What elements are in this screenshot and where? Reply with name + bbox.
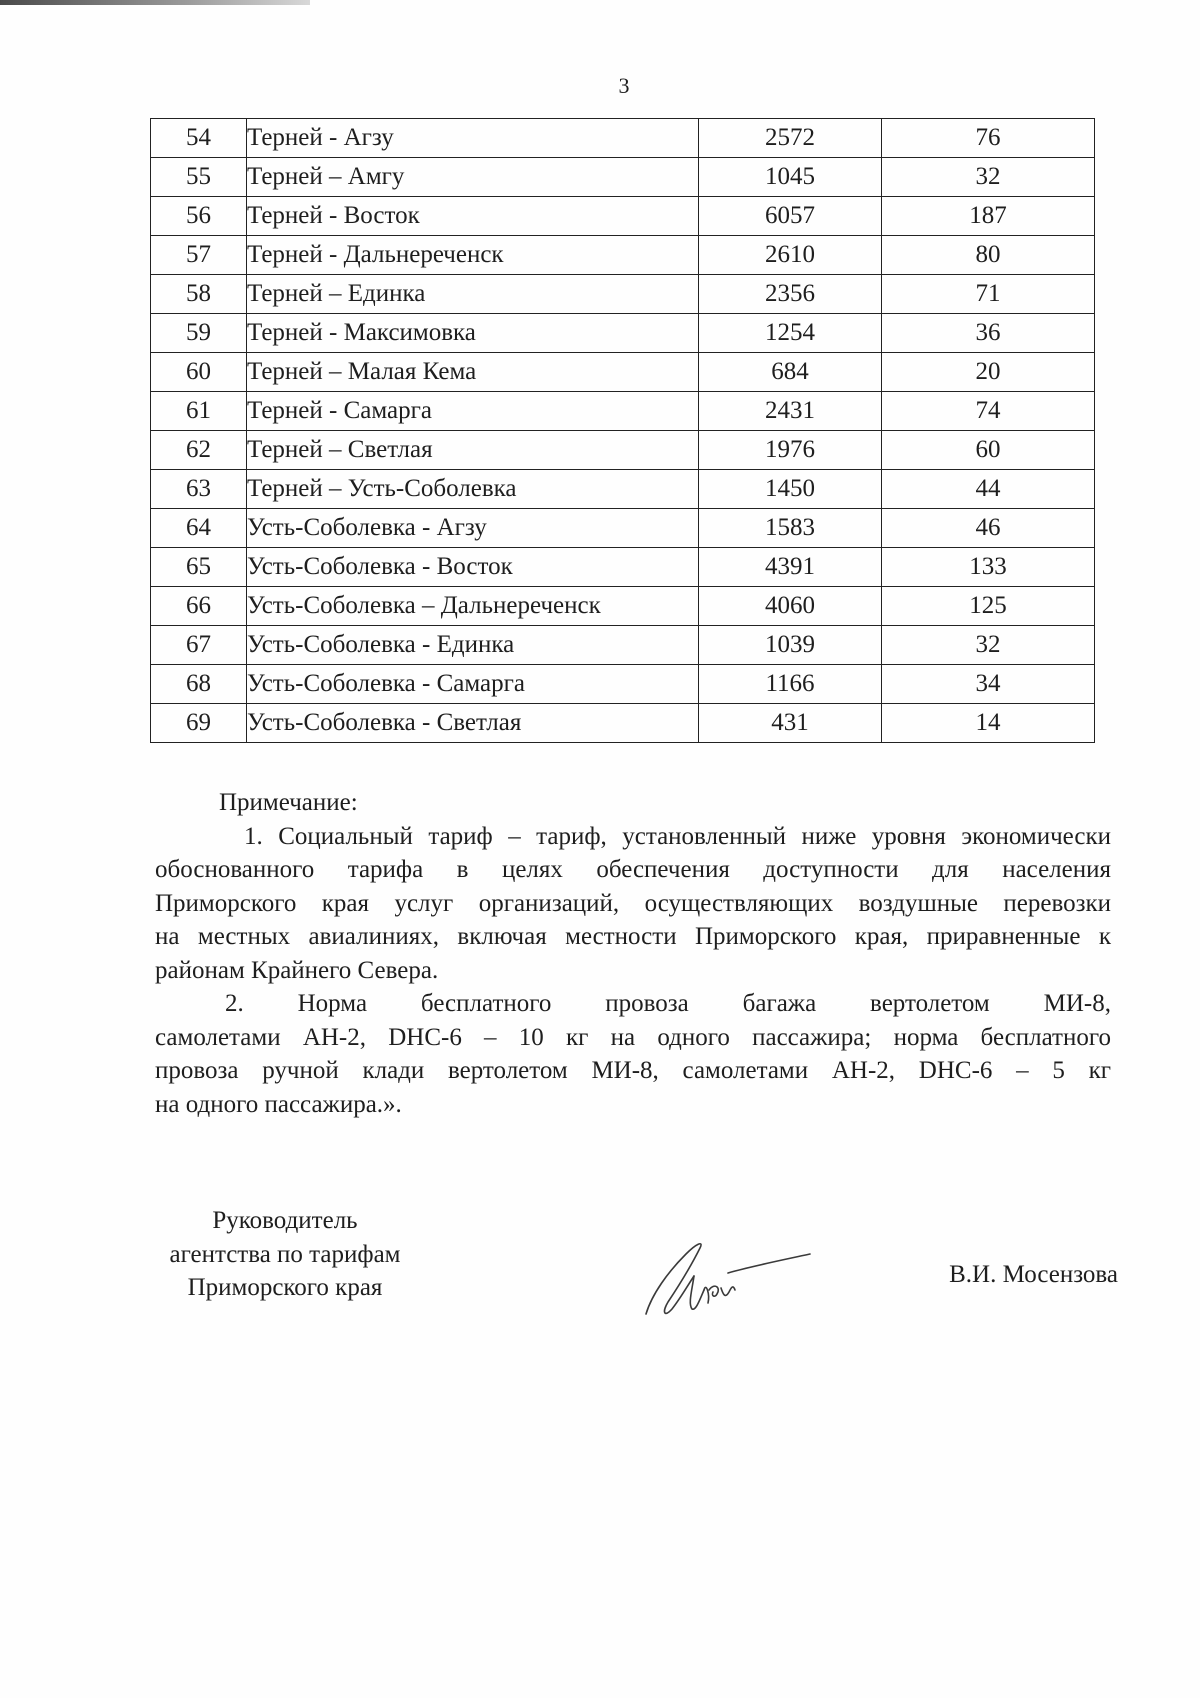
table-row (151, 275, 1095, 314)
value-cell-col4: 80 (882, 236, 1095, 275)
row-number-cell: 59 (151, 314, 247, 353)
note-line: на местных авиалиниях, включая местности Приморского края, приравненные к (155, 923, 1111, 950)
table-row (151, 392, 1095, 431)
route-cell: Терней - Восток (247, 197, 699, 236)
value-cell-col3: 4391 (699, 548, 882, 587)
value-cell-col4: 34 (882, 665, 1095, 704)
notes-heading: Примечание: (219, 789, 358, 816)
value-cell-col3: 1039 (699, 626, 882, 665)
row-number-cell: 67 (151, 626, 247, 665)
value-cell-col3: 1583 (699, 509, 882, 548)
value-cell-col3: 6057 (699, 197, 882, 236)
value-cell-col4: 74 (882, 392, 1095, 431)
table-row (151, 158, 1095, 197)
value-cell-col3: 2431 (699, 392, 882, 431)
table-row (151, 119, 1095, 158)
route-cell: Терней – Амгу (247, 158, 699, 197)
row-number-cell: 64 (151, 509, 247, 548)
table-row (151, 197, 1095, 236)
note-line: провоза ручной клади вертолетом МИ-8, самолетами АН-2, DHC-6 – 5 кг (155, 1057, 1111, 1084)
value-cell-col3: 431 (699, 704, 882, 743)
note-line: районам Крайнего Севера. (155, 956, 439, 984)
page-number: 3 (618, 73, 630, 98)
value-cell-col4: 14 (882, 704, 1095, 743)
value-cell-col4: 60 (882, 431, 1095, 470)
value-cell-col4: 71 (882, 275, 1095, 314)
notes-section (155, 786, 1111, 1121)
table-row (151, 470, 1095, 509)
signatory-position-line: Приморского края (187, 1274, 383, 1301)
route-cell: Терней – Светлая (247, 431, 699, 470)
route-cell: Терней - Дальнереченск (247, 236, 699, 275)
row-number-cell: 68 (151, 665, 247, 704)
note-line: 2. Норма бесплатного провоза багажа вертолетом МИ-8, (225, 990, 1111, 1017)
route-cell: Усть-Соболевка - Единка (247, 626, 699, 665)
signatory-position-line: агентства по тарифам (169, 1240, 401, 1268)
value-cell-col3: 2572 (699, 119, 882, 158)
note-item-2 (155, 987, 1111, 1121)
value-cell-col3: 684 (699, 353, 882, 392)
table-row (151, 431, 1095, 470)
row-number-cell: 66 (151, 587, 247, 626)
handwritten-signature (638, 1232, 813, 1324)
value-cell-col4: 44 (882, 470, 1095, 509)
value-cell-col4: 187 (882, 197, 1095, 236)
route-cell: Терней – Единка (247, 275, 699, 314)
table-row (151, 236, 1095, 275)
value-cell-col4: 133 (882, 548, 1095, 587)
route-cell: Терней – Усть-Соболевка (247, 470, 699, 509)
note-line: обоснованного тарифа в целях обеспечения доступности для населения (155, 856, 1111, 883)
value-cell-col4: 125 (882, 587, 1095, 626)
row-number-cell: 62 (151, 431, 247, 470)
value-cell-col3: 1045 (699, 158, 882, 197)
route-cell: Усть-Соболевка - Агзу (247, 509, 699, 548)
row-number-cell: 57 (151, 236, 247, 275)
table-row (151, 665, 1095, 704)
value-cell-col4: 32 (882, 626, 1095, 665)
note-line: самолетами АН-2, DHC-6 – 10 кг на одного пассажира; норма бесплатного (155, 1023, 1111, 1051)
note-line: на одного пассажира.». (155, 1090, 402, 1118)
row-number-cell: 54 (151, 119, 247, 158)
route-cell: Терней – Малая Кема (247, 353, 699, 392)
route-cell: Усть-Соболевка - Самарга (247, 665, 699, 704)
row-number-cell: 69 (151, 704, 247, 743)
tariff-table (150, 118, 1095, 743)
note-line: Приморского края услуг организаций, осуществляющих воздушные перевозки (155, 889, 1111, 917)
signatory-name: В.И. Мосензова (949, 1261, 1118, 1288)
table-row (151, 548, 1095, 587)
value-cell-col3: 2356 (699, 275, 882, 314)
route-cell: Усть-Соболевка - Светлая (247, 704, 699, 743)
route-cell: Терней - Самарга (247, 392, 699, 431)
row-number-cell: 60 (151, 353, 247, 392)
value-cell-col4: 36 (882, 314, 1095, 353)
table-row (151, 353, 1095, 392)
row-number-cell: 63 (151, 470, 247, 509)
row-number-cell: 61 (151, 392, 247, 431)
value-cell-col4: 46 (882, 509, 1095, 548)
note-line: 1. Социальный тариф – тариф, установленный ниже уровня экономически (244, 822, 1111, 850)
value-cell-col3: 4060 (699, 587, 882, 626)
value-cell-col3: 1254 (699, 314, 882, 353)
note-item-1 (155, 820, 1111, 988)
signatory-position (150, 1204, 420, 1305)
signatory-position-line: Руководитель (212, 1207, 358, 1234)
value-cell-col3: 2610 (699, 236, 882, 275)
table-row (151, 704, 1095, 743)
value-cell-col4: 76 (882, 119, 1095, 158)
row-number-cell: 56 (151, 197, 247, 236)
route-cell: Терней - Агзу (247, 119, 699, 158)
value-cell-col4: 32 (882, 158, 1095, 197)
table-row (151, 626, 1095, 665)
row-number-cell: 55 (151, 158, 247, 197)
row-number-cell: 58 (151, 275, 247, 314)
value-cell-col3: 1976 (699, 431, 882, 470)
route-cell: Усть-Соболевка – Дальнереченск (247, 587, 699, 626)
route-cell: Терней - Максимовка (247, 314, 699, 353)
row-number-cell: 65 (151, 548, 247, 587)
table-row (151, 509, 1095, 548)
value-cell-col3: 1450 (699, 470, 882, 509)
value-cell-col4: 20 (882, 353, 1095, 392)
value-cell-col3: 1166 (699, 665, 882, 704)
route-cell: Усть-Соболевка - Восток (247, 548, 699, 587)
scan-edge-artifact (0, 0, 310, 5)
table-row (151, 314, 1095, 353)
table-row (151, 587, 1095, 626)
